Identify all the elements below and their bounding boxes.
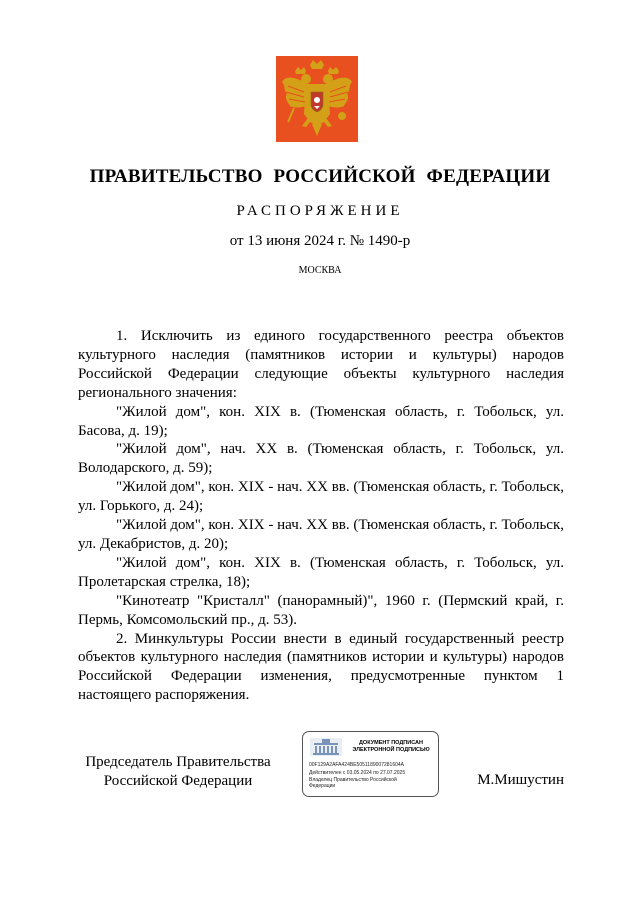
list-item: "Жилой дом", кон. XIX - нач. XX вв. (Тюменская область, г. Тобольск, ул. Горького, д. 24);	[78, 479, 564, 515]
stamp-validity: Действителен с 03.05.2024 по 27.07.2025	[309, 770, 406, 776]
list-item: "Жилой дом", нач. XX в. (Тюменская область, г. Тобольск, ул. Володарского, д. 59);	[78, 441, 564, 477]
stamp-header-line: ЭЛЕКТРОННОЙ ПОДПИСЬЮ	[352, 747, 430, 753]
signer-position	[78, 753, 278, 791]
government-title: ПРАВИТЕЛЬСТВО РОССИЙСКОЙ ФЕДЕРАЦИИ	[89, 166, 551, 187]
document-date-number: от 13 июня 2024 г. № 1490-р	[229, 233, 411, 249]
stamp-certificate: 00F129A2AFA424BE5051189007281604A	[309, 762, 404, 768]
signer-position-line: Российской Федерации	[103, 773, 253, 789]
stamp-owner: Владелец Правительство Российской	[309, 777, 397, 783]
paragraph-clause-2: 2. Минкультуры России внести в единый государственный реестр объектов культурного наследия (памятников истории и культуры) народов Российской Федерации изменения, предусмотренные пунктом 1 настоящего распоряжения.	[78, 630, 564, 704]
coat-of-arms-icon	[276, 56, 358, 142]
document-type: РАСПОРЯЖЕНИЕ	[236, 203, 404, 219]
stamp-owner: Федерации	[309, 783, 336, 789]
government-building-icon	[310, 738, 342, 756]
list-item: "Жилой дом", кон. XIX - нач. XX вв. (Тюменская область, г. Тобольск, ул. Декабристов, д. 20);	[78, 517, 564, 552]
stamp-header-line: ДОКУМЕНТ ПОДПИСАН	[359, 740, 423, 746]
list-item: "Жилой дом", кон. XIX в. (Тюменская область, г. Тобольск, ул. Пролетарская стрелка, 18);	[78, 554, 564, 590]
signer-position-line: Председатель Правительства	[85, 754, 271, 770]
paragraph-clause-1: 1. Исключить из единого государственного реестра объектов культурного наследия (памятников истории и культуры) народов Российской Федерации следующие объекты культурного наследия регионального значения:	[78, 328, 564, 401]
document-body	[78, 327, 564, 705]
list-item: "Жилой дом", кон. XIX в. (Тюменская область, г. Тобольск, ул. Басова, д. 19);	[78, 403, 564, 439]
stamp-header	[347, 740, 435, 754]
document-city: МОСКВА	[298, 265, 342, 276]
signer-name: М.Мишустин	[477, 772, 564, 788]
electronic-signature-stamp	[302, 731, 439, 797]
list-item: "Кинотеатр "Кристалл" (панорамный)", 1960 г. (Пермский край, г. Пермь, Комсомольский пр., д. 53).	[78, 592, 564, 628]
